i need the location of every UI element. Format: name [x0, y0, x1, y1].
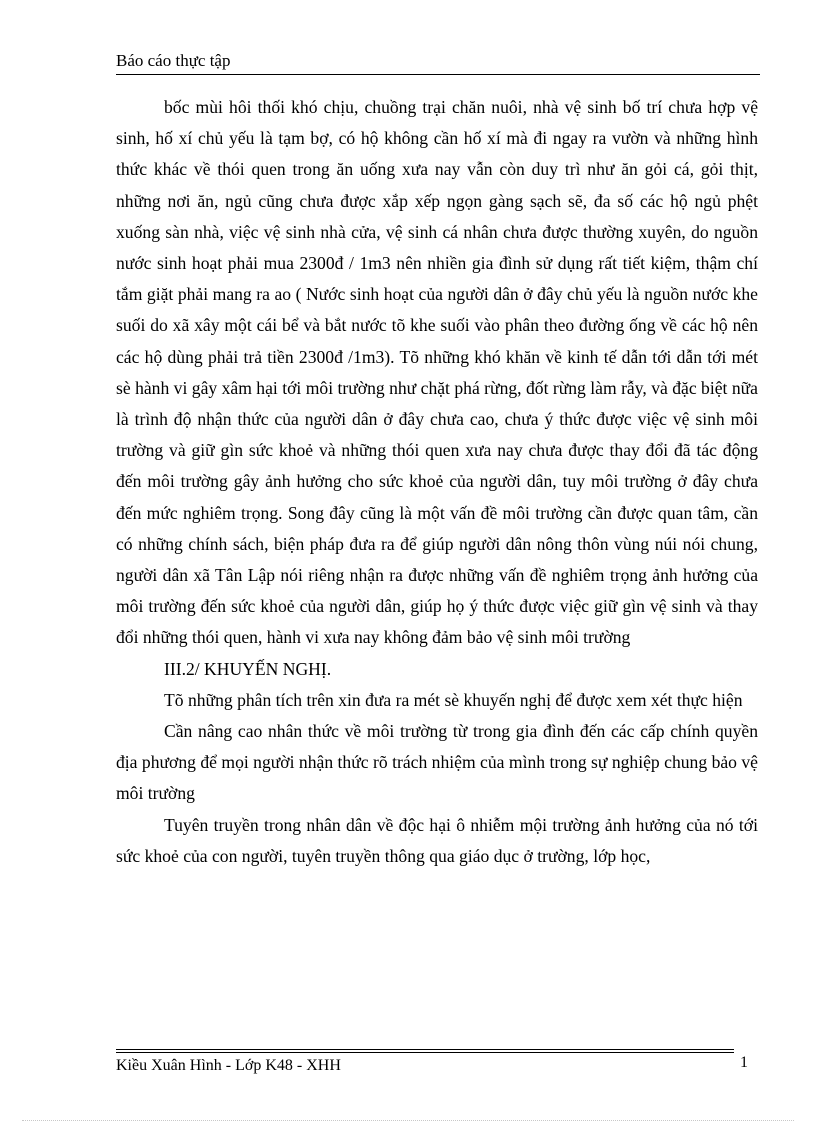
footer-divider-double	[116, 1052, 734, 1053]
paragraph-recommendations-intro: Tõ những phân tích trên xin đưa ra mét sè khuyến nghị để được xem xét thực hiện	[164, 689, 743, 710]
paragraph-propaganda: Tuyên truyền trong nhân dân về độc hại ô nhiễm mội trường ảnh hưởng của nó tới sức khoẻ của con người, tuyên truyền thông qua giáo dục ở trường, lớp học,	[116, 814, 758, 866]
paragraph-environment-issues: bốc mùi hôi thối khó chịu, chuồng trại chăn nuôi, nhà vệ sinh bố trí chưa hợp vệ sinh, hố xí chủ yếu là tạm bợ, có hộ không cần hố xí mà đi ngay ra vườn và những hình thức khác về thói quen trong ăn uống xưa nay vẫn còn duy trì như ăn gỏi cá, gỏi thịt, những nơi ăn, ngủ cũng chưa được xắp xếp ngọn gàng sạch sẽ, đa số các hộ ngủ phệt xuống sàn nhà, việc vệ sinh nhà cửa, vệ sinh cá nhân chưa được thường xuyên, do nguồn nước sinh hoạt phải mua 2300đ / 1m3 nên nhiền gia đình sử dụng rất tiết kiệm, thậm chí tắm giặt phải mang ra ao ( Nước sinh hoạt của người dân ở đây chủ yếu là nguồn nước khe suối do xã xây một cái bể và bắt nước tõ khe suối vào phân theo đường ống về các hộ nên các hộ dùng phải trả tiền 2300đ /1m3). Tõ những khó khăn về kinh tế dẫn tới dẫn tới mét sè hành vi gây xâm hại tới môi trường như chặt phá rừng, đốt rừng làm rẫy, và đặc biệt nữa là trình độ nhận thức của người dân ở đây chưa cao, chưa ý thức được việc vệ sinh môi trường và giữ gìn sức khoẻ và những thói quen xưa nay chưa được thay đổi đã tác động đến môi trường gây ảnh hưởng cho sức khoẻ của người dân, tuy môi trường ở đây chưa đến mức nghiêm trọng. Song đây cũng là một vấn đề môi trường cần được quan tâm, cần có những chính sách, biện pháp đưa ra để giúp người dân nông thôn vùng núi nói chung, người dân xã Tân Lập nói riêng nhận ra được những vấn đề nghiêm trọng ảnh hưởng của môi trường đến sức khoẻ của người dân, giúp họ ý thức được việc giữ gìn vệ sinh và thay đổi những thói quen, hành vi xưa nay không đảm bảo vệ sinh môi trường	[116, 97, 758, 648]
page-number: 1	[740, 1054, 748, 1071]
report-title: Báo cáo thực tập	[116, 51, 231, 70]
footer-divider	[116, 1049, 734, 1050]
section-heading-recommendations: III.2/ KHUYẾN NGHỊ.	[164, 658, 332, 679]
body-text	[116, 92, 758, 872]
paragraph-raise-awareness: Cần nâng cao nhân thức về môi trường từ trong gia đình đến các cấp chính quyền địa phương để mọi người nhận thức rõ trách nhiệm của mình trong sự nghiệp chung bảo vệ môi trường	[116, 721, 758, 804]
footer-author: Kiều Xuân Hình - Lớp K48 - XHH	[116, 1057, 341, 1074]
running-header	[116, 50, 760, 75]
page-bottom-edge	[22, 1120, 794, 1121]
